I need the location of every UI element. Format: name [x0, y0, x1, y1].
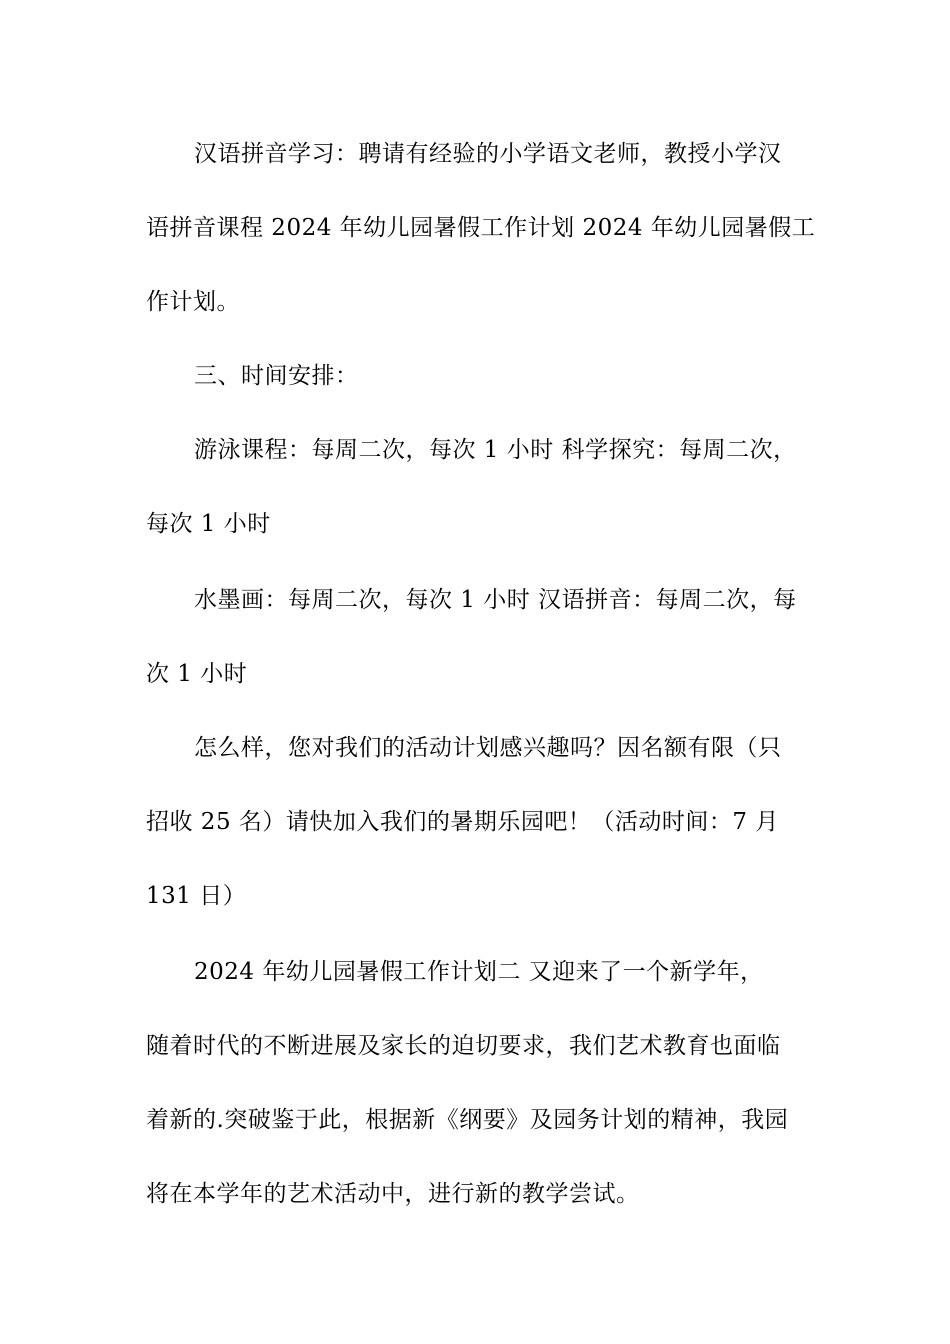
text-line: 语拼音课程 2024 年幼儿园暑假工作计划 2024 年幼儿园暑假工: [146, 215, 816, 241]
text-line: 怎么样，您对我们的活动计划感兴趣吗？因名额有限（只: [194, 735, 782, 761]
text-line: 2024 年幼儿园暑假工作计划二 又迎来了一个新学年，: [194, 959, 764, 985]
section-heading: 三、时间安排：: [194, 363, 359, 389]
text-line: 水墨画：每周二次，每次 1 小时 汉语拼音：每周二次，每: [194, 587, 797, 613]
text-line: 随着时代的不断进展及家长的迫切要求，我们艺术教育也面临: [146, 1033, 781, 1059]
text-line: 汉语拼音学习：聘请有经验的小学语文老师，教授小学汉: [194, 141, 782, 167]
text-line: 游泳课程：每周二次，每次 1 小时 科学探究：每周二次，: [194, 437, 797, 463]
text-line: 次 1 小时: [146, 661, 248, 687]
text-line: 着新的.突破鉴于此，根据新《纲要》及园务计划的精神，我园: [146, 1107, 789, 1133]
text-line: 131 日）: [146, 883, 247, 909]
text-line: 每次 1 小时: [146, 511, 271, 537]
text-line: 作计划。: [146, 289, 240, 315]
text-line: 招收 25 名）请快加入我们的暑期乐园吧！（活动时间：7 月: [146, 809, 779, 835]
text-line: 将在本学年的艺术活动中，进行新的教学尝试。: [146, 1181, 640, 1207]
